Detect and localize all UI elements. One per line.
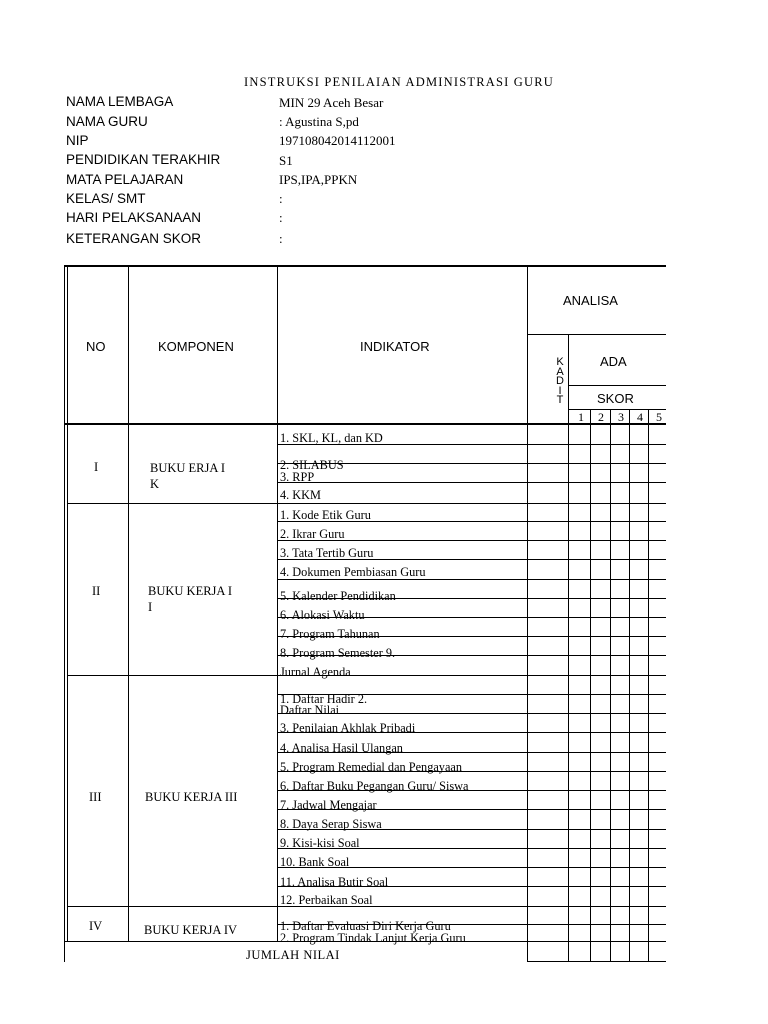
indicator-item: 1. Daftar Evaluasi Diri Kerja Guru [280,919,451,933]
field-value-nama-lembaga: MIN 29 Aceh Besar [279,95,384,110]
group-komponen-2-cont: I [148,600,153,614]
indicator-item: 2. Ikrar Guru [280,527,345,541]
field-value-nama-guru: : Agustina S,pd [279,114,359,129]
column-header-komponen: KOMPONEN [158,339,234,354]
field-label-pendidikan: PENDIDIKAN TERAKHIR [66,152,221,167]
indicator-item: 10. Bank Soal [280,855,350,869]
indicator-item: 6. Alokasi Waktu [280,608,365,622]
group-komponen-3: BUKU KERJA III [145,790,238,804]
total-row-bottom-border [527,961,666,962]
field-label-hari-pelaksanaan: HARI PELAKSANAAN [66,210,202,225]
group-no-4: IV [89,919,103,933]
group-komponen-1-cont: K [150,477,160,491]
document-title: INSTRUKSI PENILAIAN ADMINISTRASI GURU [244,75,555,89]
indicator-item: 1. Kode Etik Guru [280,508,371,522]
skor-divider-3 [629,409,630,424]
row-line [277,503,666,504]
group-separator-1 [67,503,277,504]
indicator-item: Daftar Nilai [280,703,340,717]
header-divider-komponen [277,267,278,424]
kadit-letter: A [556,365,564,378]
field-label-kelas-smt: KELAS/ SMT [66,191,146,206]
header-divider-no [128,267,129,424]
group-komponen-1: BUKU ERJA I [150,461,226,475]
skor-level-4: 4 [637,410,643,424]
indicator-item: 4. Dokumen Pembiasan Guru [280,565,426,579]
kadit-letter: D [556,375,564,387]
group-komponen-2: BUKU KERJA I [148,584,233,598]
group-separator-3 [67,906,277,907]
indicator-item: 4. KKM [280,488,321,502]
field-label-mata-pelajaran: MATA PELAJARAN [66,172,184,187]
indicator-item: 11. Analisa Butir Soal [280,875,389,889]
field-value-nip: 197108042014112001 [279,133,396,148]
group-komponen-4: BUKU KERJA IV [144,923,238,937]
group-separator-2 [67,675,277,676]
indicator-item: 4. Analisa Hasil Ulangan [280,741,403,755]
indicator-item: 3. Tata Tertib Guru [280,546,374,560]
skor-divider-1 [590,409,591,424]
column-header-skor: SKOR [597,391,634,406]
column-header-no: NO [86,339,106,354]
indicator-item: 1. SKL, KL, dan KD [280,431,383,445]
kadit-letter: K [556,356,564,368]
header-analisa-bottom [527,334,666,335]
column-header-analisa: ANALISA [563,293,618,308]
field-value-pendidikan: S1 [279,153,293,168]
indicator-item: 2. SILABUS [280,458,344,472]
field-value-keterangan-skor: : [279,231,283,246]
field-value-hari-pelaksanaan: : [279,210,283,225]
column-header-kadit [553,358,567,406]
header-divider-kadit [568,334,569,424]
indicator-item: 7. Program Tahunan [280,627,380,641]
skor-level-2: 2 [598,410,604,424]
indicator-item: 2. Program Tindak Lanjut Kerja Guru [280,931,466,945]
field-value-mata-pelajaran: IPS,IPA,PPKN [279,172,358,187]
field-value-kelas-smt: : [279,191,283,206]
skor-level-3: 3 [618,410,624,424]
field-label-nama-guru: NAMA GURU [66,114,148,129]
group-no-2: II [92,584,101,598]
indicator-item: 12. Perbaikan Soal [280,893,373,907]
group-no-3: III [89,790,102,804]
field-label-keterangan-skor: KETERANGAN SKOR [66,231,202,246]
indicator-item: Jurnal Agenda [280,665,351,679]
skor-level-5: 5 [656,410,662,424]
skor-divider-4 [648,409,649,424]
indicator-item: 8. Program Semester 9. [280,646,396,660]
column-header-ada: ADA [600,354,627,369]
row-line [277,482,666,483]
skor-divider-2 [610,409,611,424]
indicator-item: 3. RPP [280,470,315,484]
table-left-inner-border [67,267,68,424]
indicator-item: 8. Daya Serap Siswa [280,817,382,831]
table-top-border [64,265,666,267]
field-label-nip: NIP [66,133,89,148]
header-divider-indikator [527,267,528,424]
indicator-item: 9. Kisi-kisi Soal [280,836,360,850]
header-bottom-border [64,423,666,425]
indicator-item: 3. Penilaian Akhlak Pribadi [280,721,416,735]
header-ada-bottom [568,385,666,386]
group-no-1: I [94,460,99,474]
skor-level-1: 1 [578,410,584,424]
indicator-item: 6. Daftar Buku Pegangan Guru/ Siswa [280,779,469,793]
indicator-item: 5. Kalender Pendidikan [280,589,396,603]
table-left-border [64,265,65,962]
total-score-label: JUMLAH NILAI [246,948,340,962]
kadit-letter: I [558,384,562,397]
field-label-nama-lembaga: NAMA LEMBAGA [66,94,174,109]
kadit-letter: T [556,394,564,406]
indicator-item: 5. Program Remedial dan Pengayaan [280,760,463,774]
indicator-item: 7. Jadwal Mengajar [280,798,377,812]
column-header-indikator: INDIKATOR [360,339,430,354]
indicator-item: 1. Daftar Hadir 2. [280,692,368,706]
